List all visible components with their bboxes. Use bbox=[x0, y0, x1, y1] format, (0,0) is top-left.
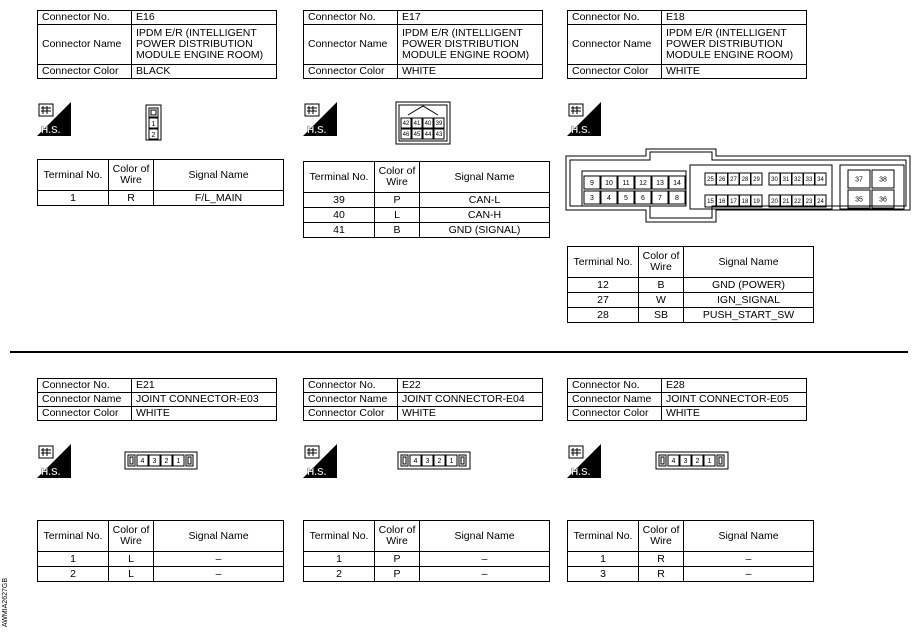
header-terminal-no: Terminal No. bbox=[304, 521, 375, 552]
table-row bbox=[304, 223, 550, 238]
connector-info-table-e16 bbox=[37, 10, 277, 79]
header-terminal-no: Terminal No. bbox=[304, 162, 375, 193]
header-signal-name: Signal Name bbox=[420, 162, 550, 193]
pin-number: 22 bbox=[794, 199, 801, 206]
header-terminal-no: Terminal No. bbox=[568, 247, 639, 278]
hs-label: H.S. bbox=[307, 467, 327, 478]
pin-number: 3 bbox=[683, 458, 688, 465]
pin-number: 33 bbox=[805, 177, 813, 184]
pin-number: 15 bbox=[707, 199, 714, 206]
value-connector-no: E28 bbox=[662, 379, 807, 393]
connector-info-table-e21 bbox=[37, 378, 277, 421]
value-connector-color: BLACK bbox=[132, 65, 277, 79]
terminal-table-e17 bbox=[303, 161, 550, 238]
value-connector-no: E16 bbox=[132, 11, 277, 25]
harness-side-icon bbox=[37, 444, 71, 478]
wire-color-cell: P bbox=[375, 193, 420, 208]
label-connector-color: Connector Color bbox=[38, 65, 132, 79]
terminal-no-cell: 1 bbox=[568, 552, 639, 567]
section-divider bbox=[10, 351, 908, 353]
header-signal-name: Signal Name bbox=[684, 521, 814, 552]
wire-color-cell: P bbox=[375, 567, 420, 582]
table-row bbox=[304, 208, 550, 223]
pin-number: 2 bbox=[164, 458, 169, 465]
pin-number: 3 bbox=[152, 458, 157, 465]
label-connector-color: Connector Color bbox=[304, 65, 398, 79]
connector-info-table-e17 bbox=[303, 10, 543, 79]
harness-side-icon bbox=[303, 102, 337, 136]
wire-color-cell: B bbox=[375, 223, 420, 238]
wire-color-cell: L bbox=[109, 552, 154, 567]
value-connector-name: IPDM E/R (INTELLIGENT POWER DISTRIBUTION MODULE ENGINE ROOM) bbox=[132, 25, 277, 65]
value-connector-color: WHITE bbox=[132, 407, 277, 421]
wire-color-cell: SB bbox=[639, 308, 684, 323]
e16-connector-face bbox=[145, 104, 165, 142]
pin-number: 30 bbox=[771, 177, 778, 184]
pin-number: 3 bbox=[590, 195, 594, 202]
table-row bbox=[304, 193, 550, 208]
pin-number: 29 bbox=[753, 177, 760, 184]
header-color-of-wire: Color of Wire bbox=[639, 247, 684, 278]
hs-label: H.S. bbox=[41, 125, 61, 136]
label-connector-color: Connector Color bbox=[304, 407, 398, 421]
terminal-no-cell: 1 bbox=[38, 191, 109, 206]
header-color-of-wire: Color of Wire bbox=[109, 160, 154, 191]
terminal-no-cell: 39 bbox=[304, 193, 375, 208]
value-connector-name: JOINT CONNECTOR-E04 bbox=[398, 393, 543, 407]
wire-color-cell: R bbox=[639, 552, 684, 567]
pin-number: 3 bbox=[425, 458, 430, 465]
terminal-table-e18 bbox=[567, 246, 814, 323]
pin-number: 35 bbox=[855, 196, 863, 204]
pin-number: 26 bbox=[718, 177, 726, 184]
terminal-no-cell: 27 bbox=[568, 293, 639, 308]
pin-number: 9 bbox=[590, 180, 594, 187]
wire-color-cell: B bbox=[639, 278, 684, 293]
label-connector-no: Connector No. bbox=[304, 11, 398, 25]
e16-pin-2: 2 bbox=[151, 132, 156, 139]
pin-number: 23 bbox=[805, 199, 813, 206]
header-signal-name: Signal Name bbox=[420, 521, 550, 552]
header-terminal-no: Terminal No. bbox=[568, 521, 639, 552]
signal-name-cell: IGN_SIGNAL bbox=[684, 293, 814, 308]
hs-label: H.S. bbox=[571, 467, 591, 478]
table-row bbox=[304, 552, 550, 567]
pin-number: 28 bbox=[741, 177, 749, 184]
terminal-no-cell: 2 bbox=[304, 567, 375, 582]
pin-number: 7 bbox=[658, 195, 662, 202]
pin-number: 21 bbox=[782, 199, 790, 206]
label-connector-name: Connector Name bbox=[38, 25, 132, 65]
e17-connector-face bbox=[394, 100, 452, 146]
signal-name-cell: – bbox=[154, 552, 284, 567]
table-row bbox=[568, 278, 814, 293]
terminal-table-e22 bbox=[303, 520, 550, 582]
terminal-no-cell: 1 bbox=[304, 552, 375, 567]
pin-number: 34 bbox=[817, 177, 824, 184]
connector-info-table-e28 bbox=[567, 378, 807, 421]
header-color-of-wire: Color of Wire bbox=[375, 521, 420, 552]
pin-number: 44 bbox=[424, 132, 432, 139]
header-terminal-no: Terminal No. bbox=[38, 521, 109, 552]
header-color-of-wire: Color of Wire bbox=[375, 162, 420, 193]
pin-number: 16 bbox=[718, 199, 726, 206]
label-connector-no: Connector No. bbox=[568, 11, 662, 25]
pin-number: 1 bbox=[449, 458, 454, 465]
pin-number: 25 bbox=[707, 177, 714, 184]
label-connector-color: Connector Color bbox=[38, 407, 132, 421]
pin-number: 31 bbox=[782, 177, 790, 184]
value-connector-name: IPDM E/R (INTELLIGENT POWER DISTRIBUTION MODULE ENGINE ROOM) bbox=[398, 25, 543, 65]
pin-number: 32 bbox=[794, 177, 801, 184]
label-connector-color: Connector Color bbox=[568, 407, 662, 421]
signal-name-cell: – bbox=[684, 552, 814, 567]
terminal-no-cell: 41 bbox=[304, 223, 375, 238]
e22-connector-face bbox=[397, 451, 473, 471]
table-row bbox=[304, 567, 550, 582]
table-row bbox=[568, 552, 814, 567]
pin-number: 39 bbox=[435, 121, 443, 128]
label-connector-no: Connector No. bbox=[38, 11, 132, 25]
wire-color-cell: P bbox=[375, 552, 420, 567]
terminal-no-cell: 28 bbox=[568, 308, 639, 323]
figure-code: AWMIA2627GB bbox=[2, 578, 9, 628]
terminal-no-cell: 40 bbox=[304, 208, 375, 223]
harness-side-icon bbox=[567, 102, 601, 136]
terminal-no-cell: 2 bbox=[38, 567, 109, 582]
pin-number: 12 bbox=[639, 180, 647, 187]
value-connector-name: JOINT CONNECTOR-E03 bbox=[132, 393, 277, 407]
pin-number: 4 bbox=[140, 458, 145, 465]
value-connector-color: WHITE bbox=[398, 407, 543, 421]
header-color-of-wire: Color of Wire bbox=[639, 521, 684, 552]
pin-number: 18 bbox=[741, 199, 749, 206]
label-connector-no: Connector No. bbox=[568, 379, 662, 393]
value-connector-color: WHITE bbox=[398, 65, 543, 79]
hs-label: H.S. bbox=[571, 125, 591, 136]
wire-color-cell: R bbox=[109, 191, 154, 206]
hs-label: H.S. bbox=[307, 125, 327, 136]
signal-name-cell: CAN-L bbox=[420, 193, 550, 208]
pin-number: 2 bbox=[437, 458, 442, 465]
pin-number: 42 bbox=[402, 121, 410, 128]
value-connector-no: E22 bbox=[398, 379, 543, 393]
value-connector-name: IPDM E/R (INTELLIGENT POWER DISTRIBUTION MODULE ENGINE ROOM) bbox=[662, 25, 807, 65]
pin-number: 38 bbox=[879, 176, 887, 184]
signal-name-cell: PUSH_START_SW bbox=[684, 308, 814, 323]
label-connector-color: Connector Color bbox=[568, 65, 662, 79]
terminal-table-e28 bbox=[567, 520, 814, 582]
label-connector-name: Connector Name bbox=[568, 393, 662, 407]
connector-info-table-e22 bbox=[303, 378, 543, 421]
value-connector-no: E18 bbox=[662, 11, 807, 25]
signal-name-cell: – bbox=[684, 567, 814, 582]
connector-info-table-e18 bbox=[567, 10, 807, 79]
signal-name-cell: – bbox=[420, 567, 550, 582]
pin-number: 13 bbox=[656, 180, 664, 187]
header-signal-name: Signal Name bbox=[154, 521, 284, 552]
pin-number: 37 bbox=[855, 176, 863, 184]
table-row bbox=[38, 191, 284, 206]
label-connector-name: Connector Name bbox=[38, 393, 132, 407]
table-row bbox=[38, 567, 284, 582]
pin-number: 45 bbox=[413, 132, 421, 139]
harness-side-icon bbox=[567, 444, 601, 478]
signal-name-cell: – bbox=[154, 567, 284, 582]
pin-number: 6 bbox=[641, 195, 645, 202]
signal-name-cell: – bbox=[420, 552, 550, 567]
pin-number: 4 bbox=[671, 458, 676, 465]
table-row bbox=[38, 552, 284, 567]
pin-number: 4 bbox=[607, 195, 611, 202]
pin-number: 8 bbox=[675, 195, 679, 202]
pin-number: 10 bbox=[605, 180, 613, 187]
wire-color-cell: L bbox=[109, 567, 154, 582]
value-connector-no: E17 bbox=[398, 11, 543, 25]
terminal-no-cell: 3 bbox=[568, 567, 639, 582]
terminal-no-cell: 12 bbox=[568, 278, 639, 293]
e28-connector-face bbox=[655, 451, 731, 471]
header-signal-name: Signal Name bbox=[154, 160, 284, 191]
signal-name-cell: F/L_MAIN bbox=[154, 191, 284, 206]
pin-number: 17 bbox=[730, 199, 737, 206]
label-connector-name: Connector Name bbox=[304, 393, 398, 407]
table-row bbox=[568, 567, 814, 582]
hs-label: H.S. bbox=[41, 467, 61, 478]
label-connector-name: Connector Name bbox=[568, 25, 662, 65]
e16-pin-1: 1 bbox=[151, 121, 156, 128]
header-color-of-wire: Color of Wire bbox=[109, 521, 154, 552]
pin-number: 19 bbox=[753, 199, 760, 206]
pin-number: 27 bbox=[730, 177, 737, 184]
table-row bbox=[568, 308, 814, 323]
pin-number: 20 bbox=[771, 199, 778, 206]
pin-number: 14 bbox=[673, 180, 681, 187]
pin-number: 41 bbox=[413, 121, 421, 128]
table-row bbox=[568, 293, 814, 308]
header-signal-name: Signal Name bbox=[684, 247, 814, 278]
harness-side-icon bbox=[303, 444, 337, 478]
pin-number: 4 bbox=[413, 458, 418, 465]
pin-number: 24 bbox=[817, 199, 824, 206]
terminal-no-cell: 1 bbox=[38, 552, 109, 567]
wire-color-cell: R bbox=[639, 567, 684, 582]
pin-number: 1 bbox=[176, 458, 181, 465]
e18-connector-face bbox=[564, 148, 912, 228]
e21-connector-face bbox=[124, 451, 200, 471]
terminal-table-e21 bbox=[37, 520, 284, 582]
terminal-table-e16 bbox=[37, 159, 284, 206]
pin-number: 40 bbox=[424, 121, 432, 128]
value-connector-no: E21 bbox=[132, 379, 277, 393]
signal-name-cell: CAN-H bbox=[420, 208, 550, 223]
pin-number: 36 bbox=[879, 196, 887, 204]
label-connector-no: Connector No. bbox=[304, 379, 398, 393]
pin-number: 43 bbox=[435, 132, 443, 139]
harness-side-icon bbox=[37, 102, 71, 136]
pin-number: 2 bbox=[695, 458, 700, 465]
wire-color-cell: W bbox=[639, 293, 684, 308]
pin-number: 46 bbox=[402, 132, 410, 139]
pin-number: 1 bbox=[707, 458, 712, 465]
header-terminal-no: Terminal No. bbox=[38, 160, 109, 191]
value-connector-name: JOINT CONNECTOR-E05 bbox=[662, 393, 807, 407]
pin-number: 11 bbox=[622, 180, 630, 187]
label-connector-name: Connector Name bbox=[304, 25, 398, 65]
signal-name-cell: GND (POWER) bbox=[684, 278, 814, 293]
pin-number: 5 bbox=[624, 195, 628, 202]
label-connector-no: Connector No. bbox=[38, 379, 132, 393]
value-connector-color: WHITE bbox=[662, 407, 807, 421]
wire-color-cell: L bbox=[375, 208, 420, 223]
signal-name-cell: GND (SIGNAL) bbox=[420, 223, 550, 238]
value-connector-color: WHITE bbox=[662, 65, 807, 79]
